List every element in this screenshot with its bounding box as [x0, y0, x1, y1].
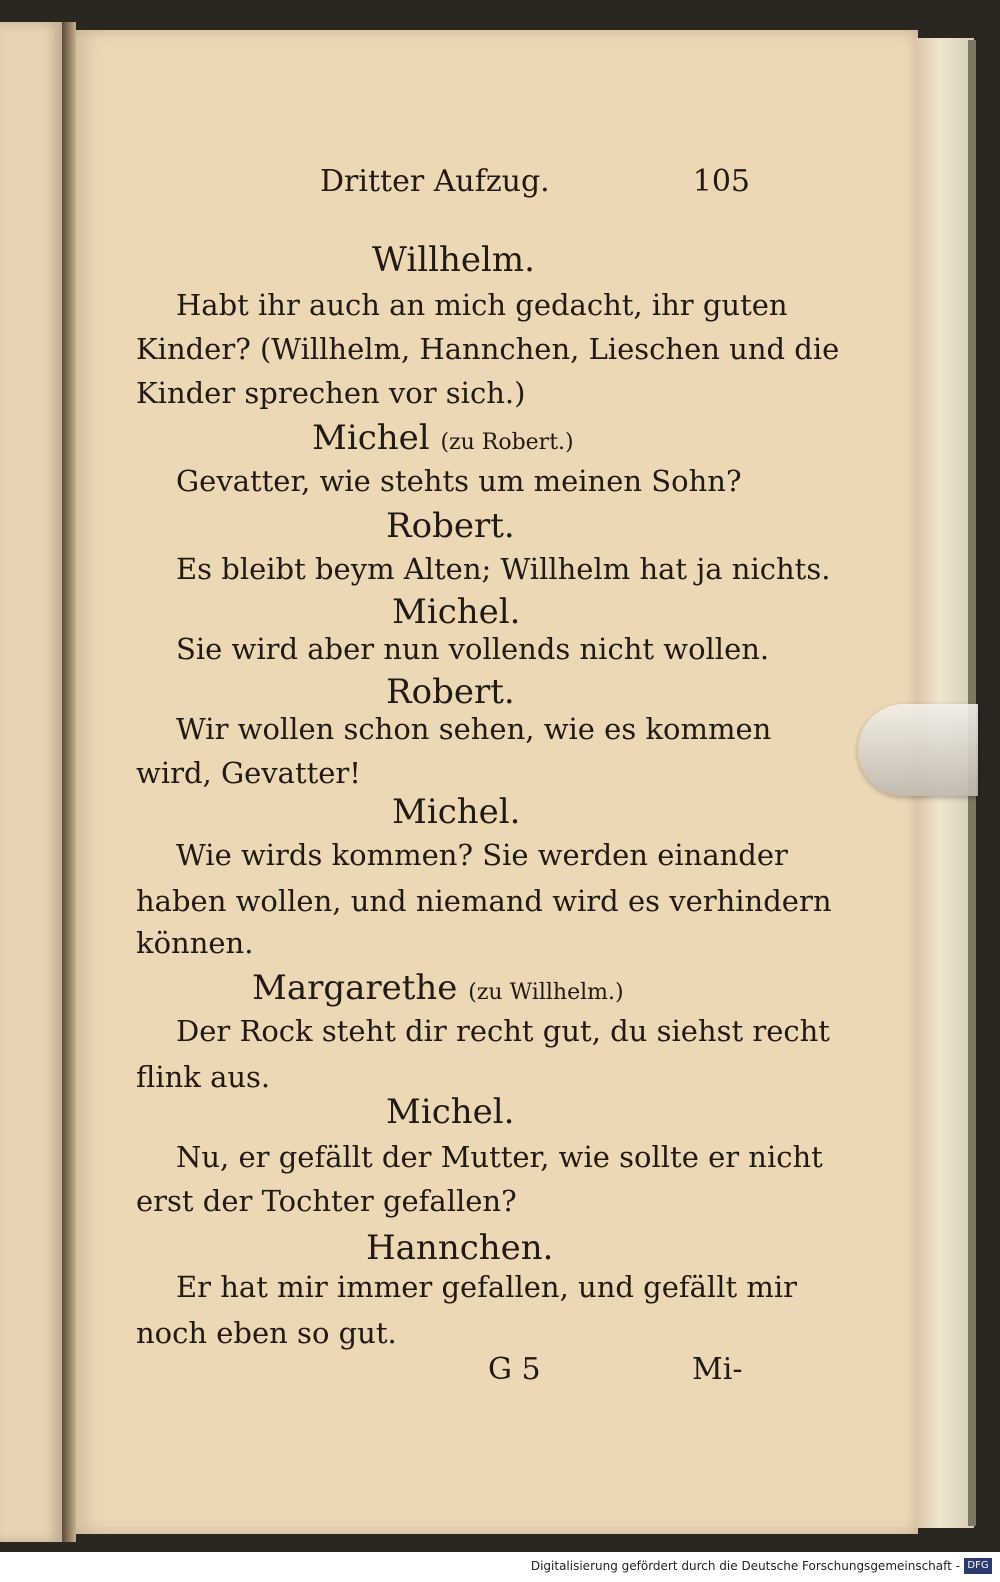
- speech-line: erst der Tochter gefallen?: [136, 1184, 517, 1218]
- speaker-label: Willhelm.: [372, 240, 535, 280]
- speech-line: Wir wollen schon sehen, wie es kommen: [176, 712, 772, 746]
- speaker-label: Margarethe: [252, 968, 458, 1008]
- speech-line: flink aus.: [136, 1060, 271, 1094]
- speech-line: Es bleibt beym Alten; Willhelm hat ja nichts.: [176, 552, 831, 586]
- signature-mark: G 5: [488, 1352, 541, 1387]
- speaker-label: Hannchen.: [366, 1228, 554, 1268]
- speech-line: Sie wird aber nun vollends nicht wollen.: [176, 632, 770, 666]
- speaker-name: [372, 240, 535, 280]
- speech-line: Nu, er gefällt der Mutter, wie sollte er nicht: [176, 1140, 823, 1174]
- digitization-credit: Digitalisierung gefördert durch die Deutsche Forschungsgemeinschaft -: [530, 1559, 960, 1573]
- page-header: [320, 164, 750, 208]
- catchword: Mi-: [692, 1352, 743, 1387]
- speaker-name: [366, 1228, 553, 1268]
- speech-line: noch eben so gut.: [136, 1316, 397, 1350]
- speech-line: haben wollen, und niemand wird es verhindern: [136, 884, 832, 918]
- speaker-name: [386, 672, 515, 712]
- speaker-name: [386, 1092, 514, 1132]
- speech-line: Habt ihr auch an mich gedacht, ihr guten: [176, 288, 788, 322]
- speech-line: Wie wirds kommen? Sie werden einander: [176, 838, 788, 872]
- page-number: 105: [692, 164, 750, 199]
- speech-line: Gevatter, wie stehts um meinen Sohn?: [176, 464, 742, 498]
- speaker-label: Robert.: [386, 672, 515, 712]
- speaker-name: [252, 968, 624, 1008]
- page-clip: [858, 704, 978, 796]
- speaker-label: Robert.: [386, 506, 515, 546]
- speaker-name: [392, 592, 520, 632]
- book-gutter: [62, 22, 76, 1542]
- speaker-name: [386, 506, 515, 546]
- speech-line: Der Rock steht dir recht gut, du siehst recht: [176, 1014, 830, 1048]
- dfg-logo: DFG: [964, 1558, 992, 1574]
- speech-line: Kinder? (Willhelm, Hannchen, Lieschen und die: [136, 332, 840, 366]
- left-page-edge: [0, 22, 65, 1542]
- speaker-name: [312, 418, 574, 458]
- running-head: Dritter Aufzug.: [320, 164, 550, 199]
- speech-line: können.: [136, 926, 254, 960]
- speech-line: wird, Gevatter!: [136, 756, 361, 790]
- stage-direction: (zu Willhelm.): [468, 980, 624, 1005]
- speech-line: Er hat mir immer gefallen, und gefällt mir: [176, 1270, 797, 1304]
- speaker-label: Michel.: [386, 1092, 515, 1132]
- speaker-label: Michel.: [392, 592, 521, 632]
- speaker-name: [392, 792, 520, 832]
- stage-direction: (zu Robert.): [440, 430, 574, 455]
- speech-line: Kinder sprechen vor sich.): [136, 376, 526, 410]
- credit-bar: [0, 1552, 1000, 1582]
- speaker-label: Michel.: [392, 792, 521, 832]
- speaker-label: Michel: [312, 418, 430, 458]
